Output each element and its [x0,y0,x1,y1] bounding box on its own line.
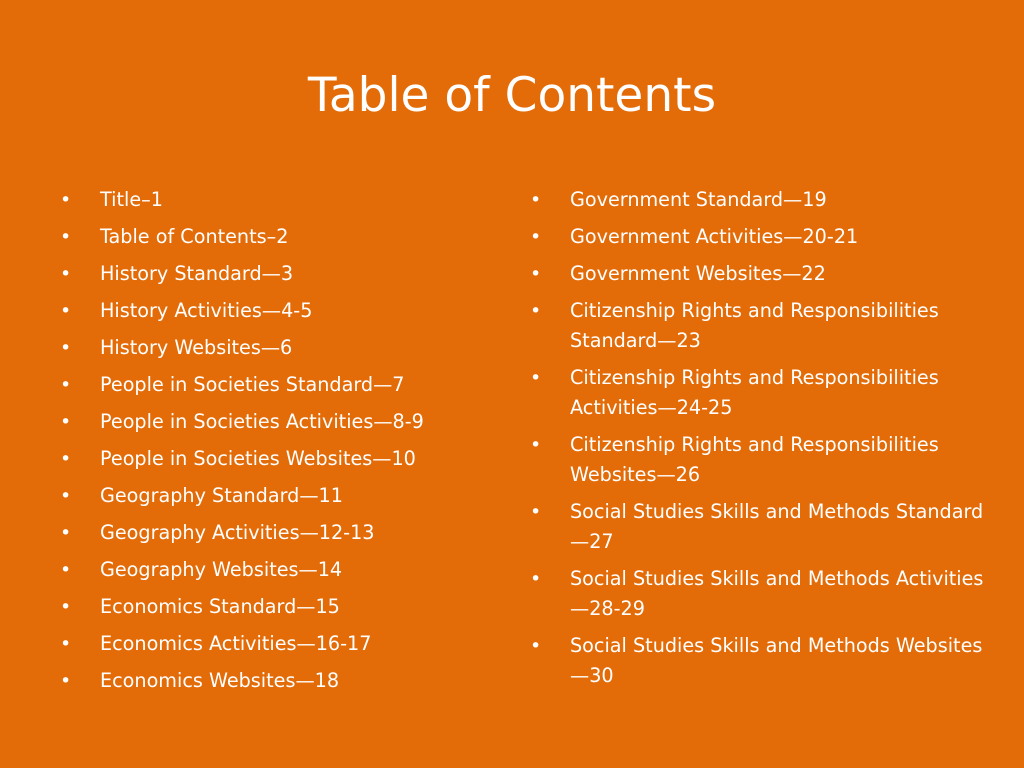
bullet-icon: • [530,300,542,322]
bullet-icon: • [60,263,72,285]
bullet-icon: • [60,633,72,655]
toc-item-text: People in Societies Activities—8-9 [100,410,424,433]
toc-item-text: Citizenship Rights and Responsibilities Standard—23 [570,299,939,352]
toc-item-text: History Websites—6 [100,336,293,359]
bullet-icon: • [60,411,72,433]
toc-item [58,259,478,289]
toc-right-column [528,185,988,698]
bullet-icon: • [60,300,72,322]
bullet-icon: • [530,635,542,657]
toc-item [58,296,478,326]
toc-item-text: Geography Websites—14 [100,558,343,581]
slide-title: Table of Contents [307,68,717,123]
toc-item-text: Citizenship Rights and Responsibilities Websites—26 [570,433,939,486]
toc-item [528,222,988,252]
toc-item [58,407,478,437]
toc-item-text: Economics Activities—16-17 [100,632,372,655]
toc-item [528,564,988,624]
toc-item-text: History Standard—3 [100,262,294,285]
toc-item-text: Government Activities—20-21 [570,225,859,248]
toc-item-text: Government Standard—19 [570,188,827,211]
bullet-icon: • [60,596,72,618]
toc-item [58,555,478,585]
toc-item [58,370,478,400]
toc-left-column [58,185,478,703]
bullet-icon: • [530,189,542,211]
toc-item-text: Geography Activities—12-13 [100,521,375,544]
bullet-icon: • [530,367,542,389]
bullet-icon: • [60,189,72,211]
toc-item-text: Title–1 [100,188,163,211]
toc-item [528,497,988,557]
toc-item-text: Table of Contents–2 [100,225,289,248]
toc-item [58,592,478,622]
toc-item [528,185,988,215]
bullet-icon: • [60,670,72,692]
bullet-icon: • [60,559,72,581]
toc-item-text: Social Studies Skills and Methods Websites—30 [570,634,983,687]
toc-item [528,631,988,691]
bullet-icon: • [60,226,72,248]
bullet-icon: • [530,434,542,456]
toc-item-text: People in Societies Standard—7 [100,373,405,396]
toc-item [58,444,478,474]
toc-item-text: Geography Standard—11 [100,484,343,507]
toc-item-text: People in Societies Websites—10 [100,447,416,470]
bullet-icon: • [530,263,542,285]
bullet-icon: • [60,522,72,544]
toc-item [58,629,478,659]
toc-item [58,518,478,548]
toc-item-text: Government Websites—22 [570,262,826,285]
bullet-icon: • [530,226,542,248]
toc-item-text: Social Studies Skills and Methods Activities—28-29 [570,567,984,620]
toc-item [528,296,988,356]
toc-item-text: History Activities—4-5 [100,299,313,322]
toc-item [528,363,988,423]
bullet-icon: • [60,448,72,470]
toc-item [58,481,478,511]
toc-item-text: Social Studies Skills and Methods Standard—27 [570,500,984,553]
bullet-icon: • [60,374,72,396]
toc-item [58,666,478,696]
toc-item [58,222,478,252]
bullet-icon: • [60,337,72,359]
toc-item [58,185,478,215]
toc-item [58,333,478,363]
toc-item [528,259,988,289]
bullet-icon: • [530,568,542,590]
toc-item-text: Economics Standard—15 [100,595,340,618]
toc-item-text: Citizenship Rights and Responsibilities Activities—24-25 [570,366,939,419]
toc-item [528,430,988,490]
bullet-icon: • [530,501,542,523]
toc-item-text: Economics Websites—18 [100,669,340,692]
bullet-icon: • [60,485,72,507]
